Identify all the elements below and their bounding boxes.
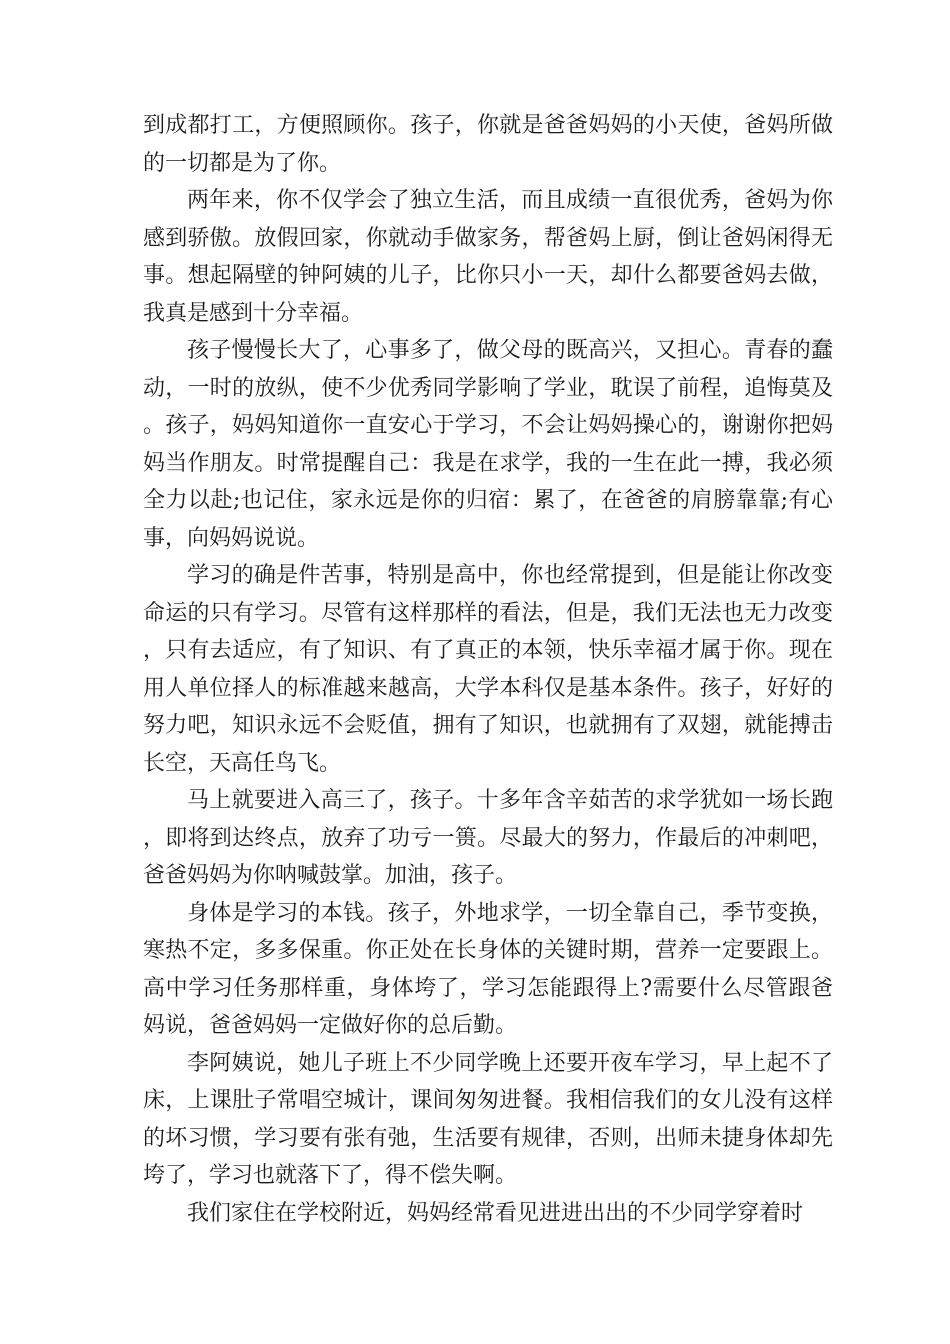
paragraph-2: 两年来，你不仅学会了独立生活，而且成绩一直很优秀，爸妈为你感到骄傲。放假回家，你就动手做家务，帮爸妈上厨，倒让爸妈闲得无事。想起隔壁的钟阿姨的儿子，比你只小一天，却什么都要爸妈去做，我真是感到十分幸福。 [143, 188, 833, 326]
paragraph-5: 马上就要进入高三了，孩子。十多年含辛茹苦的求学犹如一场长跑，即将到达终点，放弃了功亏一篑。尽最大的努力，作最后的冲刺吧，爸爸妈妈为你呐喊鼓掌。加油，孩子。 [143, 788, 833, 888]
paragraph-3: 孩子慢慢长大了，心事多了，做父母的既高兴，又担心。青春的蠢动，一时的放纵，使不少优秀同学影响了学业，耽误了前程，追悔莫及。孩子，妈妈知道你一直安心于学习，不会让妈妈操心的，谢谢你把妈妈当作朋友。时常提醒自己：我是在求学，我的一生在此一搏，我必须全力以赴;也记住，家永远是你的归宿：累了，在爸爸的肩膀靠靠;有心事，向妈妈说说。 [143, 338, 833, 551]
paragraph-6: 身体是学习的本钱。孩子，外地求学，一切全靠自己，季节变换，寒热不定，多多保重。你正处在长身体的关键时期，营养一定要跟上。高中学习任务那样重，身体垮了，学习怎能跟得上?需要什么尽管跟爸妈说，爸爸妈妈一定做好你的总后勤。 [143, 900, 833, 1038]
letter-body [143, 107, 833, 1232]
paragraph-1: 到成都打工，方便照顾你。孩子，你就是爸爸妈妈的小天使，爸妈所做的一切都是为了你。 [143, 113, 833, 176]
paragraph-8: 我们家住在学校附近，妈妈经常看见进进出出的不少同学穿着时 [187, 1200, 804, 1226]
paragraph-7: 李阿姨说，她儿子班上不少同学晚上还要开夜车学习，早上起不了床，上课肚子常唱空城计，课间匆匆进餐。我相信我们的女儿没有这样的坏习惯，学习要有张有弛，生活要有规律，否则，出师未捷身体却先垮了，学习也就落下了，得不偿失啊。 [143, 1050, 833, 1188]
paragraph-4: 学习的确是件苦事，特别是高中，你也经常提到，但是能让你改变命运的只有学习。尽管有这样那样的看法，但是，我们无法也无力改变，只有去适应，有了知识、有了真正的本领，快乐幸福才属于你。现在用人单位择人的标准越来越高，大学本科仅是基本条件。孩子，好好的努力吧，知识永远不会贬值，拥有了知识，也就拥有了双翅，就能搏击长空，天高任鸟飞。 [143, 563, 833, 776]
